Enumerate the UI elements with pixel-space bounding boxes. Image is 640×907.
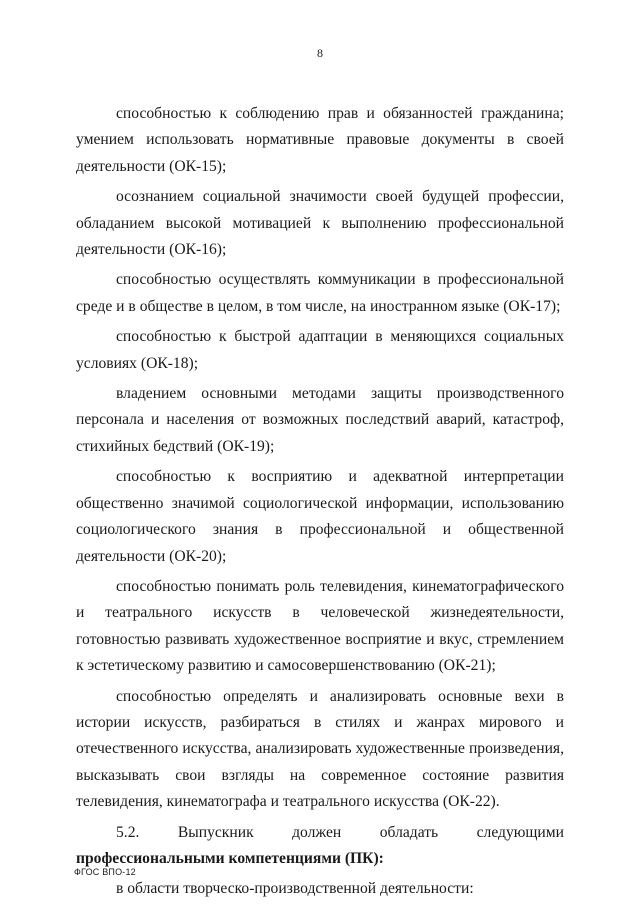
page-number: 8 — [317, 46, 323, 60]
paragraph-ok-17: способностью осуществлять коммуникации в профессиональной среде и в обществе в целом, в том числе, на иностранном языке (ОК-17); — [76, 271, 564, 315]
paragraph-ok-18: способностью к быстрой адаптации в меняющихся социальных условиях (ОК-18); — [76, 328, 564, 372]
document-body — [76, 101, 564, 907]
section-text: Выпускник должен обладать следующими — [177, 823, 564, 841]
paragraph-ok-21: способностью понимать роль телевидения, кинематографического и театрального искусств в человеческой жизнедеятельности, готовностью развивать художественное восприятие и вкус, стремлением к эстетическому развитию и самосовершенствованию (ОК-21); — [76, 577, 564, 675]
paragraph-ok-15: способностью к соблюдению прав и обязанностей гражданина; умением использовать нормативные правовые документы в своей деятельности (ОК-15); — [76, 105, 564, 175]
section-heading-5-2 — [76, 820, 564, 873]
paragraph-ok-22: способностью определять и анализировать основные вехи в истории искусств, разбираться в стилях и жанрах мирового и отечественного искусства, анализировать художественные произведения, высказывать свои взгляды на современное состояние развития телевидения, кинематографа и театрального искусства (ОК-22). — [76, 687, 564, 811]
paragraph-ok-20: способностью к восприятию и адекватной интерпретации общественно значимой социологической информации, использованию социологического знания в профессиональной и общественной деятельности (ОК-20); — [76, 468, 564, 565]
footer-label: ФГОС ВПО-12 — [74, 867, 136, 877]
paragraph-creative-production: в области творческо-производственной деятельности: — [116, 880, 474, 898]
section-bold-text: профессиональными компетенциями (ПК): — [76, 849, 384, 867]
section-number: 5.2. — [116, 823, 140, 841]
paragraph-ok-16: осознанием социальной значимости своей будущей профессии, обладанием высокой мотивацией к выполнению профессиональной деятельности (ОК-16); — [76, 188, 564, 259]
paragraph-ok-19: владением основными методами защиты производственного персонала и населения от возможных последствий аварий, катастроф, стихийных бедствий (ОК-19); — [76, 385, 564, 455]
